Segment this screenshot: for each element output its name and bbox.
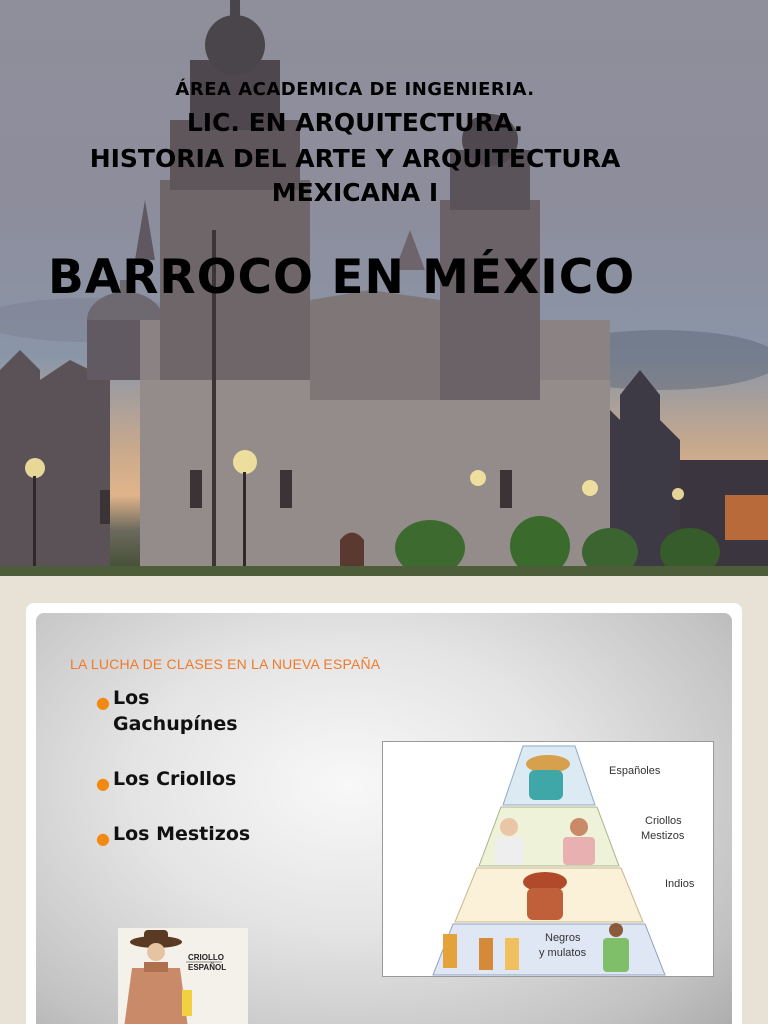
academic-area-heading: ÁREA ACADEMICA DE INGENIERIA. [175, 79, 535, 100]
bullet-dot-icon: ● [96, 829, 110, 848]
espanol-label: ESPAÑOL [188, 963, 227, 972]
criollo-label: CRIOLLO [188, 953, 224, 962]
pyramid-label-base-2: y mulatos [539, 947, 587, 959]
bullet-text: Los Mestizos [113, 823, 251, 845]
bullet-text: Los Gachupínes [113, 687, 238, 735]
course-line-1: HISTORIA DEL ARTE Y ARQUITECTURA [89, 144, 621, 173]
bullet-list [96, 685, 276, 876]
bullet-dot-icon: ● [96, 693, 110, 712]
pyramid-illustration [383, 742, 715, 978]
degree-heading: LIC. EN ARQUITECTURA. [186, 108, 524, 137]
pyramid-label-third: Indios [665, 878, 695, 890]
criollo-illustration [118, 928, 248, 1024]
pyramid-label-top: Españoles [609, 765, 661, 777]
list-item [96, 821, 276, 847]
course-line-2: MEXICANA I [271, 178, 439, 207]
list-item [96, 766, 276, 792]
bullet-dot-icon: ● [96, 774, 110, 793]
criollo-figure [118, 928, 248, 1024]
bullet-text: Los Criollos [113, 768, 237, 790]
pyramid-label-second-2: Mestizos [641, 830, 685, 842]
slide-panel [36, 613, 732, 1024]
social-pyramid-figure [382, 741, 714, 977]
list-item [96, 685, 276, 737]
content-slide [26, 603, 742, 1024]
slide-title: LA LUCHA DE CLASES EN LA NUEVA ESPAÑA [70, 656, 381, 672]
pyramid-label-second-1: Criollos [645, 815, 682, 827]
pyramid-label-base-1: Negros [545, 932, 581, 944]
presentation-title: BARROCO EN MÉXICO [48, 250, 636, 305]
course-heading [0, 142, 710, 210]
